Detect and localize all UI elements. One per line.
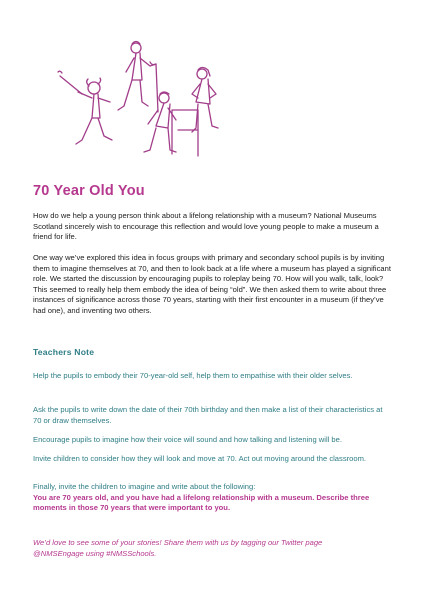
final-instruction <box>33 482 393 514</box>
teachers-note-item-3: Encourage pupils to imagine how their voice will sound and how talking and listening will be. <box>33 435 342 444</box>
intro-paragraph-2: One way we’ve explored this idea in focus groups with primary and secondary school pupils is by inviting them to imagine themselves at 70, and then to look back at a life where a museum has played a significant role. We started the discussion by encouraging pupils to roleplay being 70. How will you walk, talk, look? This seemed to really help them embody the idea of being “old”. We then asked them to write about three instances of significance across those 70 years, starting with their first encounter in a museum (if they’ve had one), and inventing two others. <box>33 253 391 315</box>
final-writing-task: You are 70 years old, and you have had a lifelong relationship with a museum. Describe three moments in those 70 years that were important to you. <box>33 492 370 513</box>
standing-figure-right <box>192 68 218 133</box>
standing-figure-with-stick <box>118 42 158 113</box>
elderly-people-illustration <box>52 36 232 166</box>
final-instruction-intro: Finally, invite the children to imagine and write about the following: <box>33 482 256 491</box>
figure-with-walking-frame <box>144 92 198 156</box>
teachers-note-item-2: Ask the pupils to write down the date of their 70th birthday and then make a list of their characteristics at 70 or draw themselves. <box>33 405 383 425</box>
share-invitation: We’d love to see some of your stories! Share them with us by tagging our Twitter page @NMSEngage using #NMSSchools. <box>33 538 323 558</box>
page-title: 70 Year Old You <box>33 183 145 199</box>
teachers-note-item-4: Invite children to consider how they will look and move at 70. Act out moving around the classroom. <box>33 454 367 463</box>
dancing-figure <box>58 71 112 144</box>
teachers-note-heading: Teachers Note <box>33 347 95 357</box>
teachers-note-item-1: Help the pupils to embody their 70-year-old self, help them to empathise with their older selves. <box>33 371 353 380</box>
intro-paragraph-1: How do we help a young person think about a lifelong relationship with a museum? National Museums Scotland sincerely wish to encourage this reflection and would love young people to make a museum a friend for life. <box>33 211 379 242</box>
